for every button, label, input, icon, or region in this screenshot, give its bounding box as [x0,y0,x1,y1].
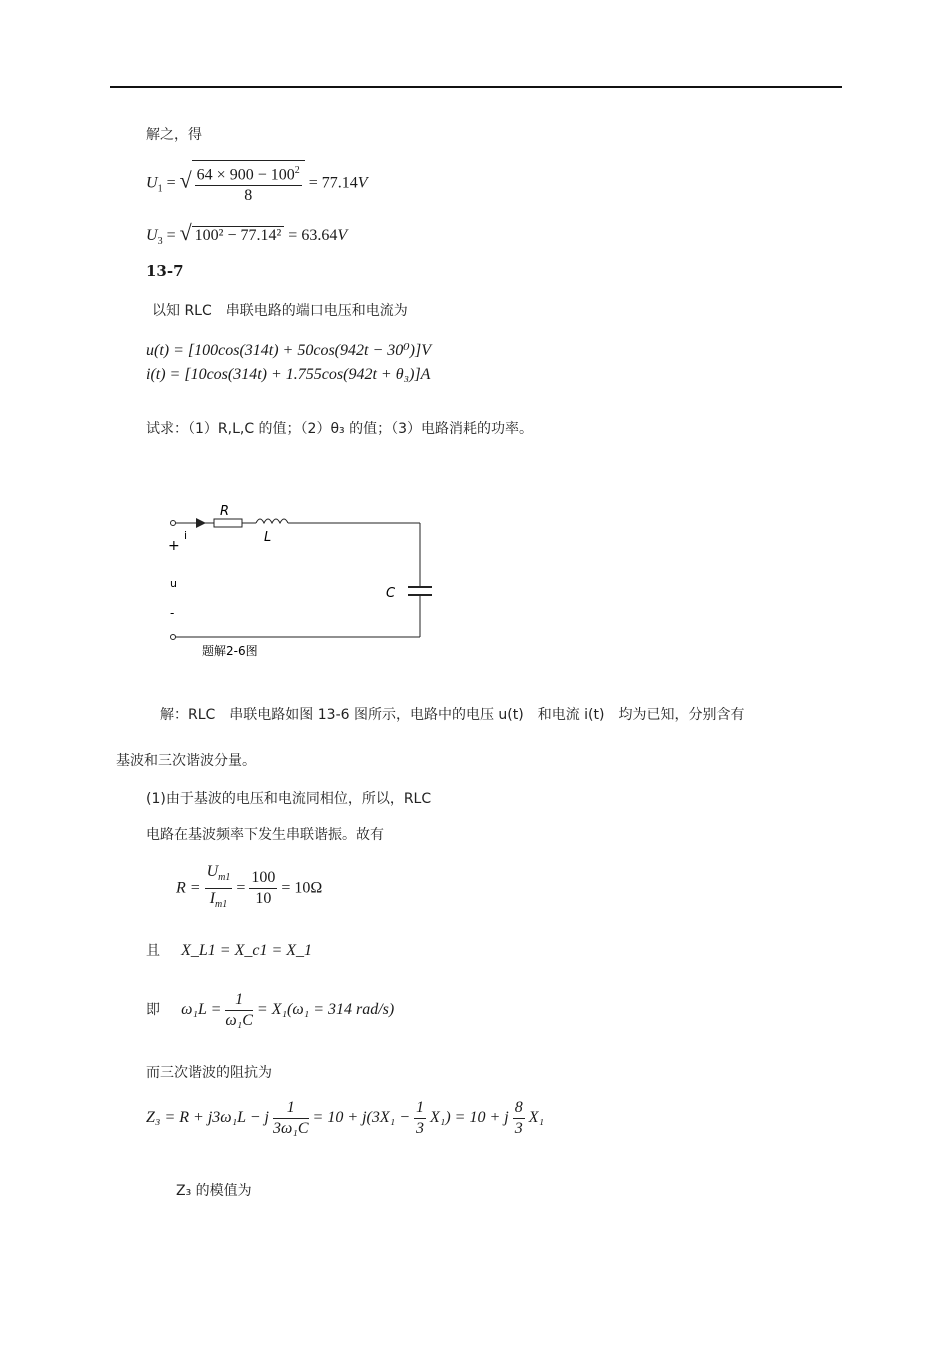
problem-number: 13-7 [146,262,184,280]
inductor [256,519,288,523]
z3-modulus-text: Z₃ 的模值为 [176,1183,252,1199]
label-r: R [220,504,230,519]
intro-text: 解之，得 [146,127,202,143]
third-harmonic-text: 而三次谐波的阻抗为 [146,1065,272,1081]
solution-line-3: (1)由于基波的电压和电流同相位，所以，RLC [146,791,432,807]
equation-x-row: 且 X_L1 = X_c1 = X_1 [146,942,313,959]
equation-it: i(t) = [10cos(314t) + 1.755cos(942t + θ₃)]A [146,366,431,383]
label-i: i [184,529,188,542]
equation-w-row: 即 ω₁L = $\frac{1}{\text{ω₁C}}$ = X₁(ω₁ = 314 rad/s) [146,991,395,1029]
header-rule [110,86,842,88]
circuit-caption: 题解2-6图 [202,644,258,658]
question-text: 试求：（1）R,L,C 的值；（2）θ₃ 的值；（3）电路消耗的功率。 [146,421,534,437]
label-plus: + [168,538,180,554]
label-u: u [170,577,177,590]
equation-x: X_L1 = X_c1 = X_1 [181,942,313,959]
resistor [214,519,242,527]
terminal-top [171,521,176,526]
label-l: L [264,530,272,545]
solution-line-4: 电路在基波频率下发生串联谐振。故有 [146,827,384,843]
rlc-circuit-diagram [160,495,450,665]
label-minus: - [170,606,175,620]
terminal-bottom [171,635,176,640]
equation-r: R = $\frac{U_{m1}}{I_{m1}}$ = $\frac{100}{10}$ = 10Ω [176,863,323,911]
equation-ut: u(t) = [100cos(314t) + 50cos(942t − 30⁰)]V [146,342,431,359]
equation-z3: Z₃ = R + j3ω₁L − j $\frac{1}{\text{3ω₁C}}$ = 10 + j(3X₁ − $\frac{1}{3}$ X₁) = 10 + j $\frac{8}{3}$ X₁ [146,1099,545,1137]
equation-w: ω₁L = $\frac{1}{\text{ω₁C}}$ = X₁(ω₁ = 314 rad/s) [181,991,395,1029]
equation-u3: $U_3$ = √ 100² − 77.14² = 63.64V [146,220,348,248]
solution-line-1: 解：RLC 串联电路如图 13-6 图所示，电路中的电压 u(t) 和电流 i(t) 均为已知，分别含有 [160,707,745,723]
label-c: C [386,586,396,601]
solution-line-2: 基波和三次谐波分量。 [116,753,256,769]
equation-u1: $U_1$ = √ $\frac{64 \times 900 - 100^2}{8}$ = 77.14V [146,160,368,206]
problem-statement: 以知 RLC 串联电路的端口电压和电流为 [152,303,408,319]
current-arrow [196,518,206,528]
